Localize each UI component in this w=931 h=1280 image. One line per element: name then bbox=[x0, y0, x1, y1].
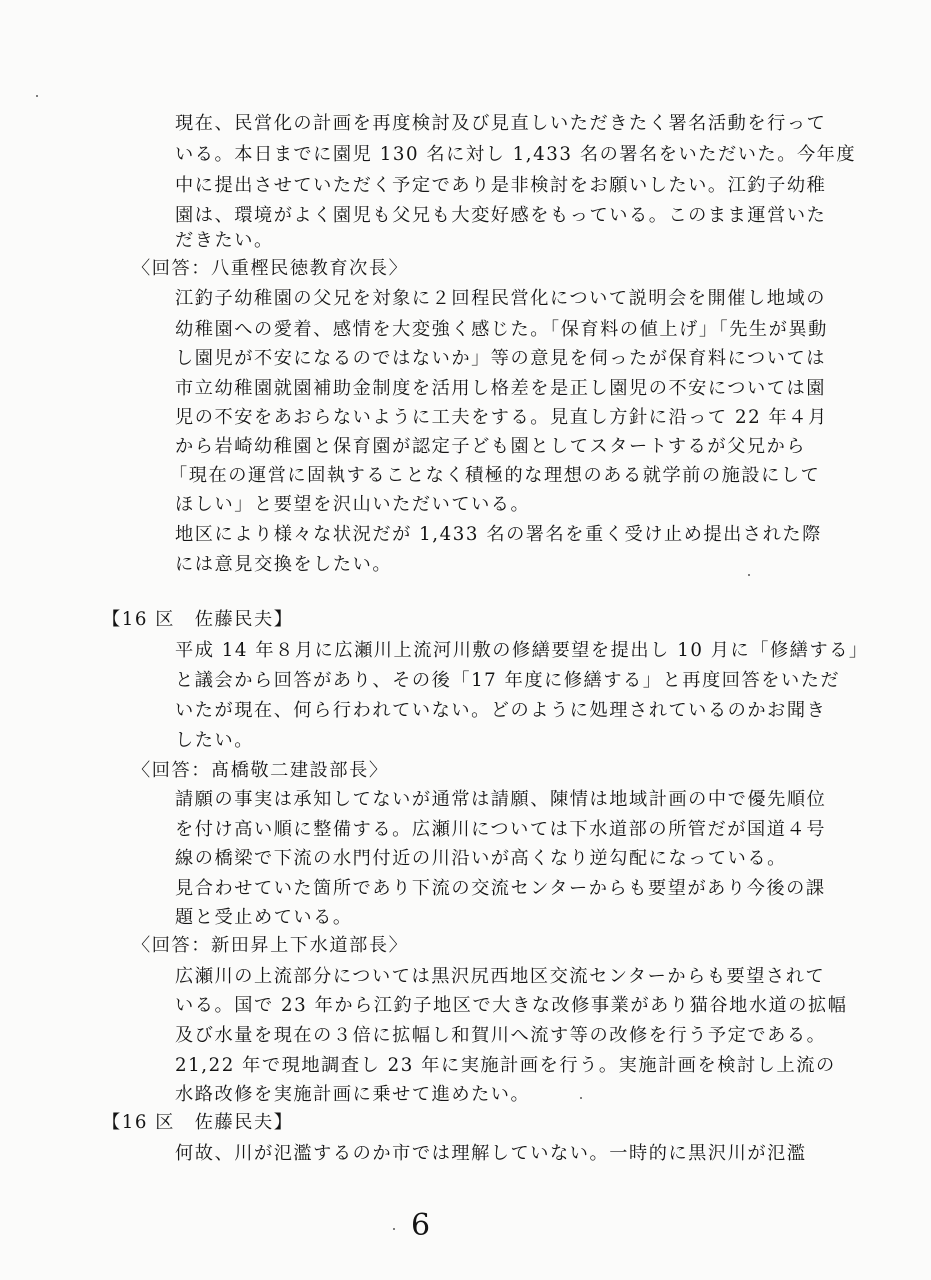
text-line: 園は、環境がよく園児も父兄も大変好感をもっている。このまま運営いた bbox=[175, 205, 827, 226]
scan-speck bbox=[748, 574, 750, 576]
text-line: いる。本日までに園児 130 名に対し 1,433 名の署名をいただいた。今年度 bbox=[175, 144, 857, 165]
text-line: だきたい。 bbox=[175, 230, 274, 251]
text-line: から岩崎幼稚園と保育園が認定子ども園としてスタートするが父兄から bbox=[175, 436, 807, 457]
text-line: いたが現在、何ら行われていない。どのように処理されているのかお聞き bbox=[175, 700, 827, 721]
speaker-heading: 【16 区 佐藤民夫】 bbox=[102, 609, 294, 630]
answer-heading: 〈回答：八重樫民徳教育次長〉 bbox=[132, 258, 409, 279]
answer-heading: 〈回答：新田昇上下水道部長〉 bbox=[132, 935, 409, 956]
text-line: 何故、川が氾濫するのか市では理解していない。一時的に黒沢川が氾濫 bbox=[175, 1143, 807, 1164]
text-line: 現在、民営化の計画を再度検討及び見直しいただきたく署名活動を行って bbox=[175, 113, 827, 134]
text-line: には意見交換をしたい。 bbox=[175, 554, 393, 575]
text-line: 水路改修を実施計画に乗せて進めたい。 bbox=[175, 1084, 531, 1105]
text-line: 21,22 年で現地調査し 23 年に実施計画を行う。実施計画を検討し上流の bbox=[175, 1055, 836, 1076]
text-line: 地区により様々な状況だが 1,433 名の署名を重く受け止め提出された際 bbox=[175, 524, 822, 545]
scan-speck bbox=[36, 95, 38, 97]
text-line: いる。国で 23 年から江釣子地区で大きな改修事業があり猫谷地水道の拡幅 bbox=[175, 995, 848, 1016]
text-line: 見合わせていた箇所であり下流の交流センターからも要望があり今後の課 bbox=[175, 878, 826, 899]
text-line: 線の橋梁で下流の水門付近の川沿いが高くなり逆勾配になっている。 bbox=[175, 848, 787, 869]
scan-speck bbox=[580, 1097, 582, 1099]
answer-heading: 〈回答：髙橋敬二建設部長〉 bbox=[132, 760, 389, 781]
text-line: 平成 14 年８月に広瀬川上流河川敷の修繕要望を提出し 10 月に「修繕する」 bbox=[175, 640, 869, 661]
text-line: 市立幼稚園就園補助金制度を活用し格差を是正し園児の不安については園 bbox=[175, 378, 826, 399]
text-line: 中に提出させていただく予定であり是非検討をお願いしたい。江釣子幼稚 bbox=[175, 175, 827, 196]
text-line: 幼稚園への愛着、感情を大変強く感じた。「保育料の値上げ」「先生が異動 bbox=[175, 319, 828, 340]
text-line: 江釣子幼稚園の父兄を対象に２回程民営化について説明会を開催し地域の bbox=[175, 288, 826, 309]
text-line: ほしい」と要望を沢山いただいている。 bbox=[175, 494, 531, 515]
text-line: 題と受止めている。 bbox=[175, 907, 353, 928]
page-number: 6 bbox=[411, 1208, 431, 1243]
text-line: したい。 bbox=[175, 730, 254, 751]
text-line: 請願の事実は承知してないが通常は請願、陳情は地域計画の中で優先順位 bbox=[175, 789, 827, 810]
scan-speck bbox=[393, 1228, 395, 1230]
text-line: 児の不安をあおらないように工夫をする。見直し方針に沿って 22 年４月 bbox=[175, 407, 828, 428]
text-line: と議会から回答があり、その後「17 年度に修繕する」と再度回答をいただ bbox=[175, 670, 841, 691]
text-line: 広瀬川の上流部分については黒沢尻西地区交流センターからも要望されて bbox=[175, 966, 826, 987]
text-line: 及び水量を現在の３倍に拡幅し和賀川へ流す等の改修を行う予定である。 bbox=[175, 1025, 827, 1046]
speaker-heading: 【16 区 佐藤民夫】 bbox=[102, 1112, 294, 1133]
text-line: し園児が不安になるのではないか」等の意見を伺ったが保育料については bbox=[175, 348, 826, 369]
text-line: を付け高い順に整備する。広瀬川については下水道部の所管だが国道４号 bbox=[175, 819, 826, 840]
text-line: 「現在の運営に固執することなく積極的な理想のある就学前の施設にして bbox=[169, 465, 821, 486]
